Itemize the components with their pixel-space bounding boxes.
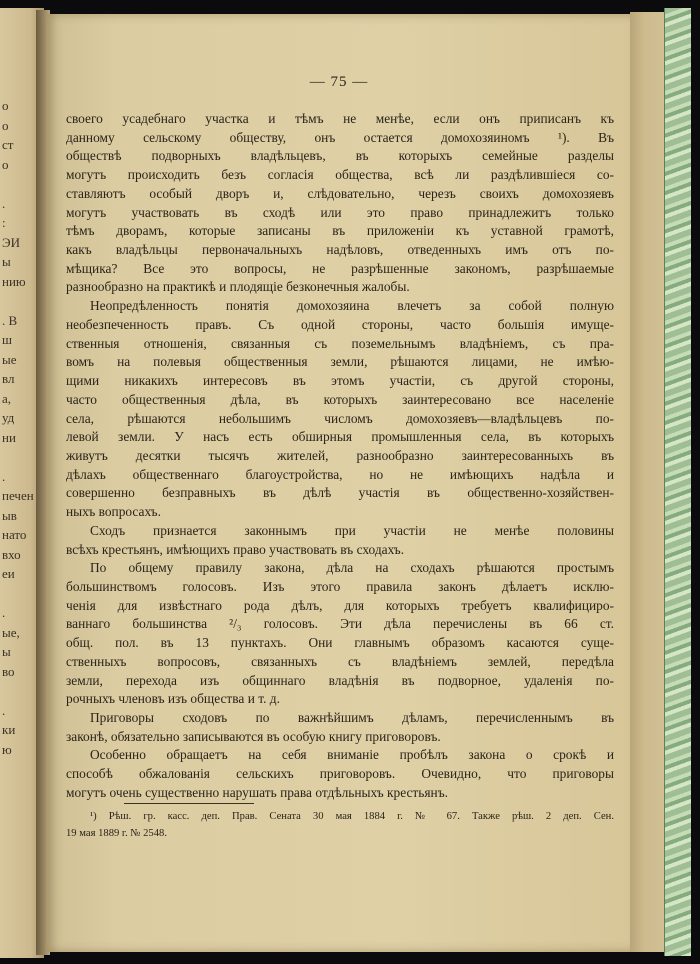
left-page-fragment: о	[2, 117, 9, 133]
left-page-fragment: .	[2, 468, 6, 484]
left-page-fragment: :	[2, 215, 6, 230]
left-page-fragment: ю	[2, 741, 12, 757]
text-line: Особенно обращаетъ на себя вниманіе пробѣлъ закона о срокѣ и	[90, 747, 614, 763]
left-page-fragment: .	[2, 605, 6, 620]
left-page-fragment: ые,	[2, 624, 20, 640]
text-line: земли, перехода изъ общиннаго владѣнія въ подворное, удаленія по-	[66, 672, 614, 688]
text-line: Неопредѣленность понятія домохозяина влечетъ за собой полную	[90, 298, 614, 314]
text-line: ставляютъ особый дворъ и, слѣдовательно, черезъ своихъ домохозяевъ	[66, 185, 614, 201]
left-page-fragment: ы	[2, 644, 11, 659]
text-line: вомъ на полевыя общественныя земли, рѣшаются лицами, не имѣю-	[66, 354, 614, 370]
left-page-fragment: o	[2, 98, 9, 113]
left-page-fragment: еи	[2, 566, 15, 581]
left-page-fragment: вхо	[2, 546, 21, 562]
text-line: могутъ очень существенно нарушать права отдѣльныхъ крестьянъ.	[66, 784, 448, 800]
text-line: левой земли. У насъ есть обширныя промышленныя села, въ которыхъ	[66, 429, 614, 445]
text-line: мѣщика? Все это вопросы, не разрѣшенные закономъ, разрѣшаемые	[66, 260, 614, 276]
book-page	[46, 14, 632, 952]
left-page-fragment: ы	[2, 254, 11, 269]
text-line: тѣмъ дворамъ, которые записаны въ приложеніи къ уставной грамотѣ,	[66, 223, 614, 239]
text-line: обществѣ подворныхъ владѣльцевъ, въ которыхъ семейные разделы	[66, 148, 614, 164]
footnote-line: ¹) Рѣш. гр. касс. деп. Прав. Сената 30 мая 1884 г. № 67. Также рѣш. 2 деп. Сен.	[90, 811, 614, 822]
text-line: рочныхъ членовъ изъ общества и т. д.	[66, 691, 280, 707]
text-line: законѣ, обязательно записываются въ особую книгу приговоровъ.	[66, 728, 441, 744]
page-edges	[630, 12, 666, 952]
text-line: ваннаго большинства ²/₃ голосовъ. Эти дѣла перечислены въ 66 ст.	[66, 616, 614, 632]
text-line: щими никакихъ интересовъ въ этомъ участіи, съ другой стороны,	[66, 373, 614, 389]
left-page-fragment: во	[2, 663, 15, 679]
left-page-fragment: ые	[2, 351, 17, 367]
text-line: всѣхъ крестьянъ, имѣющихъ право участвовать въ сходахъ.	[66, 541, 405, 557]
footnote-rule	[124, 803, 254, 804]
left-page-fragment: ст	[2, 137, 14, 152]
footnote-line: 19 мая 1889 г. № 2548.	[66, 828, 167, 839]
left-page-fragment: о	[2, 156, 9, 172]
left-page-fragment: ш	[2, 332, 13, 347]
text-line: Приговоры сходовъ по важнѣйшимъ дѣламъ, перечисленнымъ въ	[90, 710, 614, 726]
text-line: часто общественныя дѣла, въ которыхъ заинтересовано все населеніе	[66, 391, 614, 407]
text-line: разнообразно на практикѣ и плодящіе безконечныя жалобы.	[66, 279, 410, 295]
left-page-fragment: ни	[2, 429, 16, 445]
page-number: — 75 —	[309, 74, 369, 90]
left-page-fragment: .	[2, 195, 6, 211]
text-line: общ. пол. въ 13 пунктахъ. Они главнымъ образомъ касаются суще-	[66, 635, 614, 651]
text-line: По общему правилу закона, дѣла на сходахъ рѣшаются простымъ	[90, 560, 614, 576]
text-line: живутъ десятки тысячъ жителей, разнообразно заинтересованныхъ въ	[66, 447, 614, 463]
text-line: данному сельскому обществу, онъ остается домохозяиномъ ¹). Въ	[66, 129, 614, 145]
text-line: могутъ участвовать въ сходѣ или это право принадлежитъ только	[66, 204, 614, 220]
left-page-fragment: а,	[2, 390, 12, 406]
book-cover	[664, 8, 691, 956]
left-page-fragment: нато	[2, 527, 27, 542]
text-line: своего усадебнаго участка и тѣмъ не менѣе, если онъ приписанъ къ	[66, 111, 614, 126]
left-page-fragment: . В	[2, 312, 18, 328]
text-line: ственныхъ вопросовъ, связанныхъ съ владѣніемъ землей, передѣла	[66, 653, 614, 669]
left-page-fragment: вл	[2, 371, 15, 386]
left-page-fragment: нию	[2, 273, 26, 289]
left-page-fragment: .	[2, 702, 6, 718]
text-line: дѣлахъ общественнаго благоустройства, но не имѣющихъ надѣла и	[66, 466, 614, 482]
text-line: Сходъ признается законнымъ при участіи не менѣе половины	[90, 522, 614, 538]
text-line: села, рѣшаются небольшимъ числомъ домохозяевъ—владѣльцевъ по-	[66, 410, 614, 426]
left-page-fragment: уд	[2, 410, 15, 425]
text-line: необезпеченность правъ. Съ одной стороны, часто большія имуще-	[66, 316, 614, 332]
left-page-fragment: ЭИ	[2, 234, 20, 250]
left-page-fragment: печен	[2, 488, 34, 503]
text-line: большинствомъ голосовъ. Изъ этого правила законъ дѣлаетъ исклю-	[66, 579, 614, 594]
text-line: могутъ происходить безъ согласія общества, всѣ ли раздѣлившіеся со-	[66, 167, 614, 183]
text-line: совершенно безправныхъ въ дѣлѣ участія въ общественно-хозяйствен-	[66, 485, 614, 501]
text-line: способѣ обжалованія сельскихъ приговоровъ. Очевидно, что приговоры	[66, 766, 614, 782]
text-line: какъ владѣльцы первоначальныхъ надѣловъ, отведенныхъ имъ отъ по-	[66, 242, 614, 258]
text-line: ственныя отношенія, связанныя съ поземельнымъ владѣніемъ, съ пра-	[66, 335, 614, 351]
text-line: ныхъ вопросахъ.	[66, 504, 161, 520]
left-page-fragment: ыв	[2, 507, 17, 523]
left-page-fragment: ки	[2, 722, 16, 737]
text-line: ченія для извѣстнаго рода дѣлъ, для которыхъ требуетъ квалифициро-	[66, 597, 614, 613]
